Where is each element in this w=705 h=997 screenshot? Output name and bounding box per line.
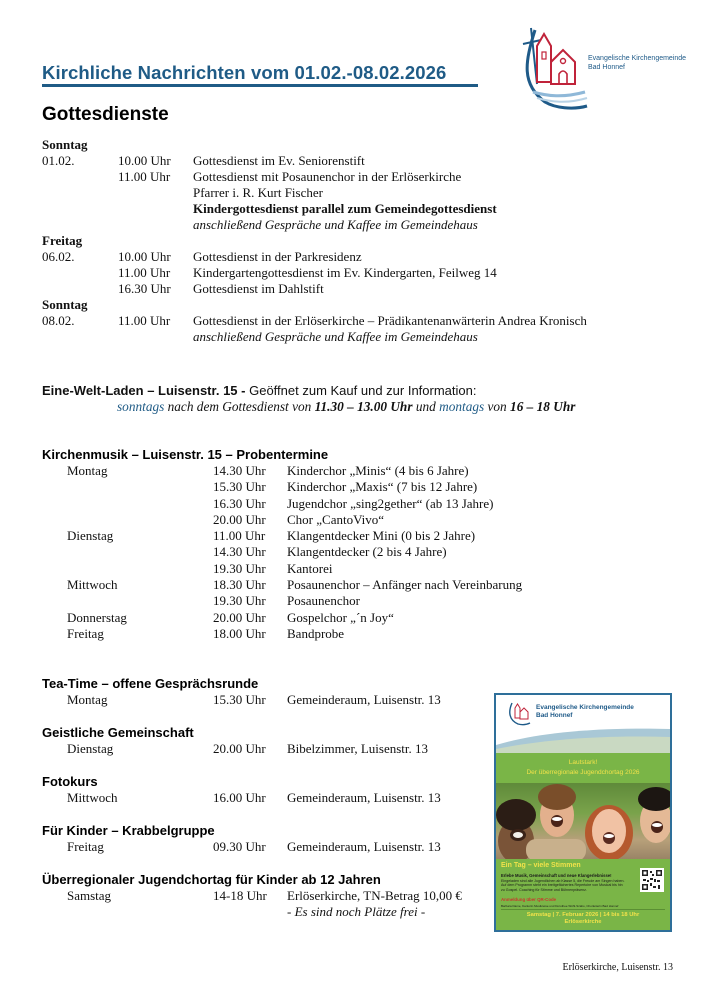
rehearsal-time: 15.30 Uhr [213, 479, 266, 495]
group-day: Freitag [67, 839, 104, 854]
footer-address: Erlöserkirche, Luisenstr. 13 [562, 962, 673, 973]
eine-welt-text: und [412, 399, 440, 414]
qr-code-icon [640, 868, 664, 892]
eine-welt-heading: Eine-Welt-Laden – Luisenstr. 15 - [42, 383, 246, 398]
group-location: Gemeinderaum, Luisenstr. 13 [287, 790, 441, 805]
service-text: Gottesdienst im Dahlstift [193, 281, 324, 296]
service-date: 01.02. [42, 153, 75, 168]
poster-divider [501, 909, 665, 910]
service-text: Pfarrer i. R. Kurt Fischer [193, 185, 323, 200]
service-row [42, 249, 362, 265]
rehearsal-time: 19.30 Uhr [213, 593, 266, 609]
group-block [42, 676, 441, 725]
service-row [42, 313, 587, 329]
poster-tagline: Erlebe Musik, Gemeinschaft und neue Klangerlebnisse! [501, 873, 612, 878]
rehearsal-text: Klangentdecker Mini (0 bis 2 Jahre) [287, 528, 476, 544]
service-text: Gottesdienst im Ev. Seniorenstift [193, 153, 365, 168]
eine-welt-time2: 16 – 18 Uhr [510, 399, 576, 414]
group-note: - Es sind noch Plätze frei - [287, 904, 426, 919]
poster-banner-line2: Der überregionale Jugendchortag 2026 [526, 769, 640, 776]
service-time: 10.00 Uhr [118, 249, 171, 264]
logo-text-line1: Evangelische Kirchengemeinde [588, 55, 687, 62]
group-block [42, 872, 462, 920]
group-day: Montag [67, 692, 108, 707]
group-heading: Überregionaler Jugendchortag für Kinder ab 12 Jahren [42, 872, 381, 887]
group-heading: Tea-Time – offene Gesprächsrunde [42, 676, 259, 691]
rehearsal-day: Dienstag [67, 528, 114, 544]
eine-welt-text: von [484, 399, 511, 414]
group-time: 09.30 Uhr [213, 839, 266, 854]
day-label: Sonntag [42, 297, 88, 312]
service-text: Gottesdienst mit Posaunenchor in der Erlöserkirche [193, 169, 462, 184]
group-heading: Geistliche Gemeinschaft [42, 725, 194, 740]
group-day: Mittwoch [67, 790, 118, 805]
group-heading: Fotokurs [42, 774, 98, 789]
group-day: Dienstag [67, 741, 114, 756]
rehearsal-text: Bandprobe [287, 625, 345, 641]
group-block [42, 774, 441, 823]
rehearsal-time: 11.00 Uhr [213, 528, 266, 544]
service-note: anschließend Gespräche und Kaffee im Gemeindehaus [193, 329, 478, 344]
service-row [42, 217, 478, 233]
eine-welt-heading-rest: Geöffnet zum Kauf und zur Information: [245, 383, 477, 398]
title-underline [42, 84, 478, 87]
service-time: 11.00 Uhr [118, 313, 171, 328]
rehearsal-text: Klangentdecker (2 bis 4 Jahre) [287, 544, 447, 560]
gottesdienste-list [42, 137, 587, 345]
service-text: Gottesdienst in der Parkresidenz [193, 249, 362, 264]
rehearsal-time: 18.30 Uhr [213, 577, 266, 593]
poster-subtitle: Ein Tag – viele Stimmen [501, 862, 581, 869]
service-text: Kindergartengottesdienst im Ev. Kindergarten, Feilweg 14 [193, 265, 497, 280]
rehearsal-day: Mittwoch [67, 577, 118, 593]
rehearsal-text: Posaunenchor – Anfänger nach Vereinbarung [287, 577, 523, 593]
group-block [42, 823, 441, 872]
group-note-row [42, 904, 426, 920]
rehearsal-day: Freitag [67, 625, 104, 641]
group-location: Gemeinderaum, Luisenstr. 13 [287, 692, 441, 707]
kirchenmusik-heading: Kirchenmusik – Luisenstr. 15 – Probentermine [42, 447, 329, 462]
poster-banner [496, 753, 670, 783]
rehearsal-text: Kinderchor „Maxis“ (7 bis 12 Jahre) [287, 479, 478, 495]
day-label: Sonntag [42, 137, 88, 152]
group-row [42, 692, 441, 708]
eine-welt-time1: 11.30 – 13.00 Uhr [314, 399, 413, 414]
rehearsal-text: Chor „CantoVivo“ [287, 511, 385, 527]
church-logo-icon [515, 22, 590, 110]
service-time: 10.00 Uhr [118, 153, 171, 168]
jugendchortag-poster [494, 693, 672, 932]
gottesdienste-heading: Gottesdienste [42, 104, 169, 125]
poster-body: Eingeladen sind alle Jugendlichen ab Klasse 5, die Freude am Singen haben. Auf dem Programm steht ein breitgefächertes Repertoire von Musical bis hin zu Gospel. Coaching für Stimme und Bühnenpräsenz. [501, 879, 625, 892]
rehearsal-time: 14.30 Uhr [213, 463, 266, 478]
service-row [42, 329, 478, 345]
rehearsal-day: Montag [67, 463, 108, 478]
group-row [42, 790, 441, 806]
service-row [42, 201, 497, 217]
group-day: Samstag [67, 888, 112, 903]
eine-welt-text: nach dem Gottesdienst von [164, 399, 315, 414]
sonntags-text: sonntags [117, 399, 165, 414]
rehearsal-text: Gospelchor „´n Joy“ [287, 609, 394, 625]
group-time: 16.00 Uhr [213, 790, 266, 805]
service-time: 16.30 Uhr [118, 281, 171, 296]
poster-banner-line1: Lautstark! [568, 759, 598, 766]
rehearsal-time: 20.00 Uhr [213, 511, 266, 527]
groups-list [42, 676, 462, 920]
poster-org-line1: Evangelische Kirchengemeinde [536, 704, 634, 711]
rehearsal-time: 18.00 Uhr [213, 625, 266, 641]
page-title: Kirchliche Nachrichten vom 01.02.-08.02.2026 [42, 62, 447, 83]
service-row [42, 185, 323, 201]
poster-credits: Barbara Dame, Kantorin Musikreise und Dorothee Wöhl-Szabo, Chorleiterin Bad Honnef [501, 904, 619, 908]
group-heading: Für Kinder – Krabbelgruppe [42, 823, 215, 838]
group-location: Bibelzimmer, Luisenstr. 13 [287, 741, 429, 756]
rehearsal-text: Kantorei [287, 560, 333, 576]
church-logo [515, 22, 700, 110]
poster-photo [496, 783, 670, 859]
group-row [42, 888, 462, 904]
service-row [42, 265, 497, 281]
group-row [42, 741, 429, 757]
day-label: Freitag [42, 233, 83, 248]
poster-date-line1: Samstag | 7. Februar 2026 | 14 bis 18 Uhr [526, 912, 640, 918]
group-time: 20.00 Uhr [213, 741, 266, 756]
service-time: 11.00 Uhr [118, 169, 171, 184]
poster-info [496, 859, 670, 930]
service-time: 11.00 Uhr [118, 265, 171, 280]
qr-code[interactable] [640, 868, 664, 892]
rehearsal-text: Jugendchor „sing2gether“ (ab 13 Jahre) [287, 495, 494, 511]
group-time: 14-18 Uhr [213, 888, 267, 903]
rehearsal-text: Kinderchor „Minis“ (4 bis 6 Jahre) [287, 463, 469, 478]
service-text: Gottesdienst in der Erlöserkirche – Prädikantenanwärterin Andrea Kronisch [193, 313, 587, 328]
poster-date-line2: Erlöserkirche [564, 919, 602, 925]
poster-signup: Anmeldung über QR-Code [501, 897, 557, 902]
group-row [42, 839, 441, 855]
rehearsal-time: 16.30 Uhr [213, 495, 266, 511]
singing-teens-image [496, 783, 670, 859]
rehearsal-text: Posaunenchor [287, 593, 360, 609]
poster-header [496, 695, 670, 753]
service-date: 08.02. [42, 313, 75, 328]
service-row [42, 281, 324, 297]
rehearsal-time: 19.30 Uhr [213, 560, 266, 576]
rehearsal-time: 14.30 Uhr [213, 544, 266, 560]
eine-welt-section [42, 383, 575, 415]
montags-text: montags [439, 399, 485, 414]
service-note: anschließend Gespräche und Kaffee im Gemeindehaus [193, 217, 478, 232]
group-block [42, 725, 429, 774]
rehearsal-time: 20.00 Uhr [213, 609, 266, 625]
poster-wave [496, 723, 670, 753]
logo-text-line2: Bad Honnef [588, 64, 625, 71]
poster-org-line2: Bad Honnef [536, 712, 573, 719]
service-row [42, 169, 462, 185]
rehearsal-day: Donnerstag [67, 609, 127, 625]
service-text: Kindergottesdienst parallel zum Gemeindegottesdienst [193, 201, 497, 216]
service-row [42, 153, 365, 169]
group-location: Gemeinderaum, Luisenstr. 13 [287, 839, 441, 854]
group-time: 15.30 Uhr [213, 692, 266, 707]
poster-date [496, 912, 670, 926]
group-location: Erlöserkirche, TN-Betrag 10,00 € [287, 888, 462, 903]
service-date: 06.02. [42, 249, 75, 264]
